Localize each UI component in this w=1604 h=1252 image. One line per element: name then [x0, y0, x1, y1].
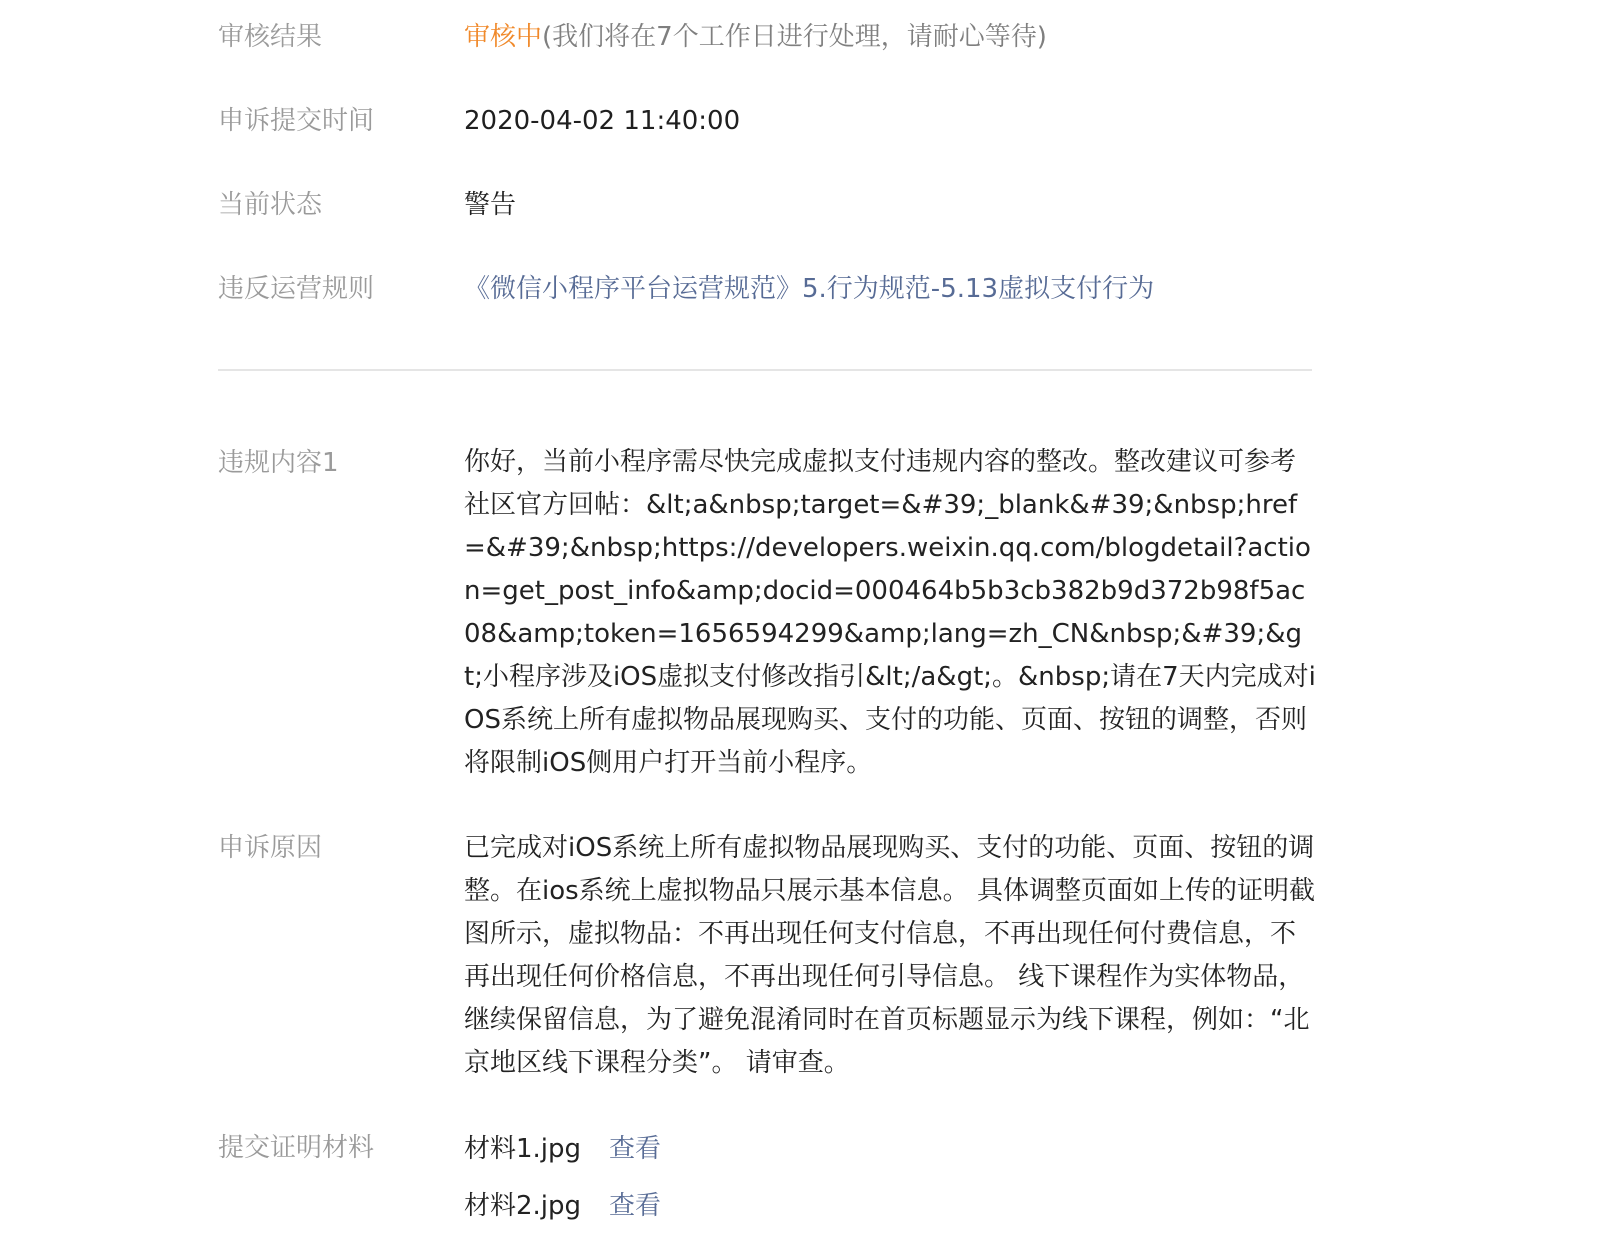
review-result-value: [464, 19, 1316, 55]
material-view-link[interactable]: 查看: [609, 1134, 662, 1164]
submit-time-value: 2020-04-02 11:40:00: [464, 106, 741, 136]
review-status-note: (我们将在7个工作日进行处理，请耐心等待): [542, 22, 1047, 52]
submit-time-label: 申诉提交时间: [218, 106, 375, 136]
violated-rule-label: 违反运营规则: [218, 274, 375, 304]
material-item: [464, 1131, 661, 1167]
materials-label: 提交证明材料: [218, 1133, 375, 1163]
appeal-reason-label: 申诉原因: [218, 833, 323, 863]
material-file-name: 材料1.jpg: [464, 1134, 582, 1164]
section-divider: [218, 369, 1312, 371]
material-item: [464, 1188, 661, 1224]
material-file-name: 材料2.jpg: [464, 1191, 582, 1221]
violation-content-text: 你好，当前小程序需尽快完成虚拟支付违规内容的整改。整改建议可参考社区官方回帖：&lt;a&nbsp;target=&#39;_blank&#39;&nbsp;href=&#39;&nbsp;https://developers.weixin.qq.com/blogdetail?action=get_post_info&amp;docid=000464b5b3cb382b9d372b98f5ac08&amp;token=1656594299&amp;lang=zh_CN&nbsp;&#39;&gt;小程序涉及iOS虚拟支付修改指引&lt;/a&gt;。&nbsp;请在7天内完成对iOS系统上所有虚拟物品展现购买、支付的功能、页面、按钮的调整，否则将限制iOS侧用户打开当前小程序。: [464, 447, 1316, 778]
violation-content-label: 违规内容1: [218, 448, 339, 478]
appeal-reason-text: 已完成对iOS系统上所有虚拟物品展现购买、支付的功能、页面、按钮的调整。在ios系统上虚拟物品只展示基本信息。 具体调整页面如上传的证明截图所示，虚拟物品：不再出现任何支付信息，不再出现任何付费信息，不再出现任何价格信息，不再出现任何引导信息。 线下课程作为实体物品，继续保留信息，为了避免混淆同时在首页标题显示为线下课程，例如：“北京地区线下课程分类”。 请审查。: [464, 833, 1315, 1078]
violated-rule-link[interactable]: 《微信小程序平台运营规范》5.行为规范-5.13虚拟支付行为: [464, 274, 1155, 304]
current-status-label: 当前状态: [218, 190, 323, 220]
material-view-link[interactable]: 查看: [609, 1191, 662, 1221]
review-result-label: 审核结果: [218, 22, 323, 52]
review-status-text: 审核中: [464, 22, 543, 52]
violated-rule-value: [464, 271, 1316, 307]
current-status-value: 警告: [464, 190, 517, 220]
